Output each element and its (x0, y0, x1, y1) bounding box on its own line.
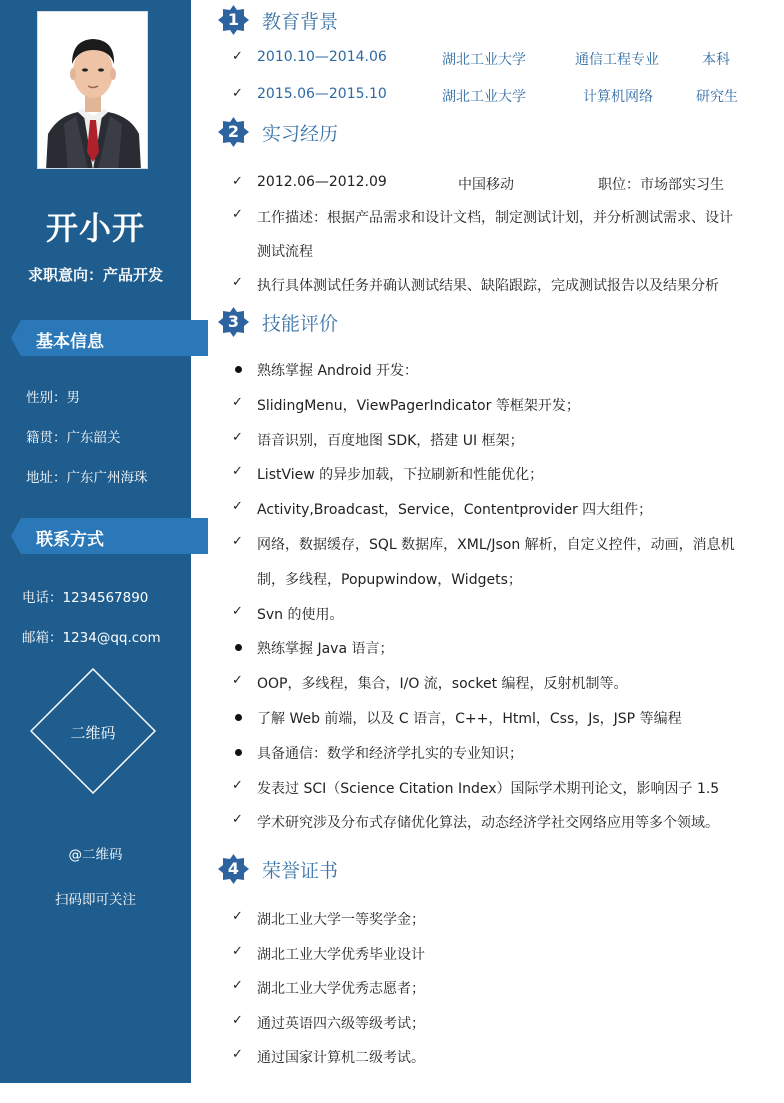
skill-text: 了解 Web 前端，以及 C 语言，C++，Html，Css，Js，JSP 等编程 (257, 711, 682, 727)
education-title: 教育背景 (262, 11, 339, 33)
honor-text: 湖北工业大学优秀志愿者； (257, 981, 425, 997)
check-icon: ✓ (232, 174, 243, 189)
check-icon: ✓ (232, 673, 243, 689)
skill-text: 发表过 SCI（Science Citation Index）国际学术期刊论文，影响因子 1.5 (257, 780, 720, 797)
honors-title: 荣誉证书 (262, 860, 339, 882)
qr-handle: @二维码 (68, 847, 123, 863)
check-icon: ✓ (232, 1047, 243, 1062)
section-number: 4 (227, 859, 240, 878)
honor-text: 通过国家计算机二级考试。 (257, 1050, 425, 1066)
bullet-dot-icon (235, 644, 242, 651)
check-icon: ✓ (232, 812, 243, 828)
bullet-dot-icon (235, 714, 242, 721)
check-icon: ✓ (232, 207, 243, 222)
education-major: 计算机网络 (583, 89, 653, 105)
education-school: 湖北工业大学 (442, 89, 526, 105)
qr-caption: 扫码即可关注 (55, 892, 136, 908)
skill-text: 具备通信：数学和经济学扎实的专业知识； (257, 745, 523, 762)
check-icon: ✓ (232, 429, 243, 445)
contact-heading-label: 联系方式 (36, 530, 104, 550)
section-number: 2 (227, 122, 240, 141)
bullet-dot-icon (235, 749, 242, 756)
internship-position: 职位：市场部实习生 (598, 177, 724, 193)
skill-text: 制，多线程，Popupwindow，Widgets； (257, 571, 522, 588)
section-number: 3 (227, 312, 240, 331)
check-icon: ✓ (232, 275, 243, 290)
skill-text: Svn 的使用。 (257, 606, 344, 623)
internship-period: 2012.06—2012.09 (257, 174, 387, 190)
education-school: 湖北工业大学 (442, 52, 526, 68)
qr-code[interactable] (30, 668, 156, 794)
check-icon: ✓ (232, 394, 243, 410)
honor-text: 通过英语四六级等级考试； (257, 1015, 425, 1032)
skill-text: 熟练掌握 Android 开发： (257, 363, 419, 379)
skill-text: Activity,Broadcast，Service，Contentprovider 四大组件； (257, 502, 653, 519)
email-text: 邮箱：1234@qq.com (22, 630, 161, 646)
qr-code-label: 二维码 (70, 724, 116, 742)
check-icon: ✓ (232, 909, 243, 924)
hometown-text: 籍贯：广东韶关 (26, 430, 121, 446)
internship-desc: 执行具体测试任务并确认测试结果、缺陷跟踪，完成测试报告以及结果分析 (257, 278, 719, 294)
education-period: 2015.06—2015.10 (257, 86, 387, 102)
check-icon: ✓ (232, 534, 243, 549)
candidate-name: 开小开 (45, 209, 145, 247)
internship-title: 实习经历 (262, 123, 339, 145)
check-icon: ✓ (232, 777, 243, 793)
check-icon: ✓ (232, 499, 243, 515)
internship-desc: 工作描述：根据产品需求和设计文档，制定测试计划，并分析测试需求、设计 (257, 210, 733, 226)
address-text: 地址：广东广州海珠 (26, 470, 148, 486)
basic-info-heading (11, 320, 208, 356)
gender-text: 性别：男 (26, 390, 80, 406)
internship-company: 中国移动 (458, 177, 514, 193)
sidebar (0, 0, 191, 1083)
basic-info-heading-label: 基本信息 (36, 332, 104, 352)
honor-text: 湖北工业大学优秀毕业设计 (257, 946, 425, 963)
check-icon: ✓ (232, 603, 243, 619)
education-period: 2010.10—2014.06 (257, 49, 387, 65)
skill-text: SlidingMenu，ViewPagerIndicator 等框架开发； (257, 397, 580, 414)
honor-text: 湖北工业大学一等奖学金； (257, 912, 425, 928)
check-icon: ✓ (232, 86, 243, 101)
check-icon: ✓ (232, 943, 243, 959)
phone-text: 电话：1234567890 (22, 590, 149, 606)
education-degree: 研究生 (696, 89, 738, 105)
check-icon: ✓ (232, 49, 243, 64)
education-major: 通信工程专业 (575, 52, 659, 68)
contact-heading (11, 518, 208, 554)
check-icon: ✓ (232, 1012, 243, 1028)
skills-title: 技能评价 (262, 313, 339, 335)
check-icon: ✓ (232, 464, 243, 480)
section-number: 1 (227, 10, 240, 29)
check-icon: ✓ (232, 978, 243, 993)
skill-text: 熟练掌握 Java 语言； (257, 641, 394, 658)
skill-text: OOP，多线程，集合，I/O 流，socket 编程，反射机制等。 (257, 676, 628, 693)
education-degree: 本科 (702, 52, 730, 68)
profile-photo (37, 11, 148, 169)
skill-text: 网络，数据缓存，SQL 数据库，XML/Json 解析，自定义控件，动画，消息机 (257, 537, 735, 553)
skill-text: 学术研究涉及分布式存储优化算法，动态经济学社交网络应用等多个领域。 (257, 815, 719, 832)
internship-desc-continued: 测试流程 (257, 244, 313, 260)
skill-text: ListView 的异步加载，下拉刷新和性能优化； (257, 467, 544, 484)
bullet-dot-icon (235, 366, 242, 373)
job-objective: 求职意向：产品开发 (27, 266, 163, 284)
skill-text: 语音识别，百度地图 SDK，搭建 UI 框架； (257, 432, 524, 449)
portrait-image (38, 12, 148, 169)
